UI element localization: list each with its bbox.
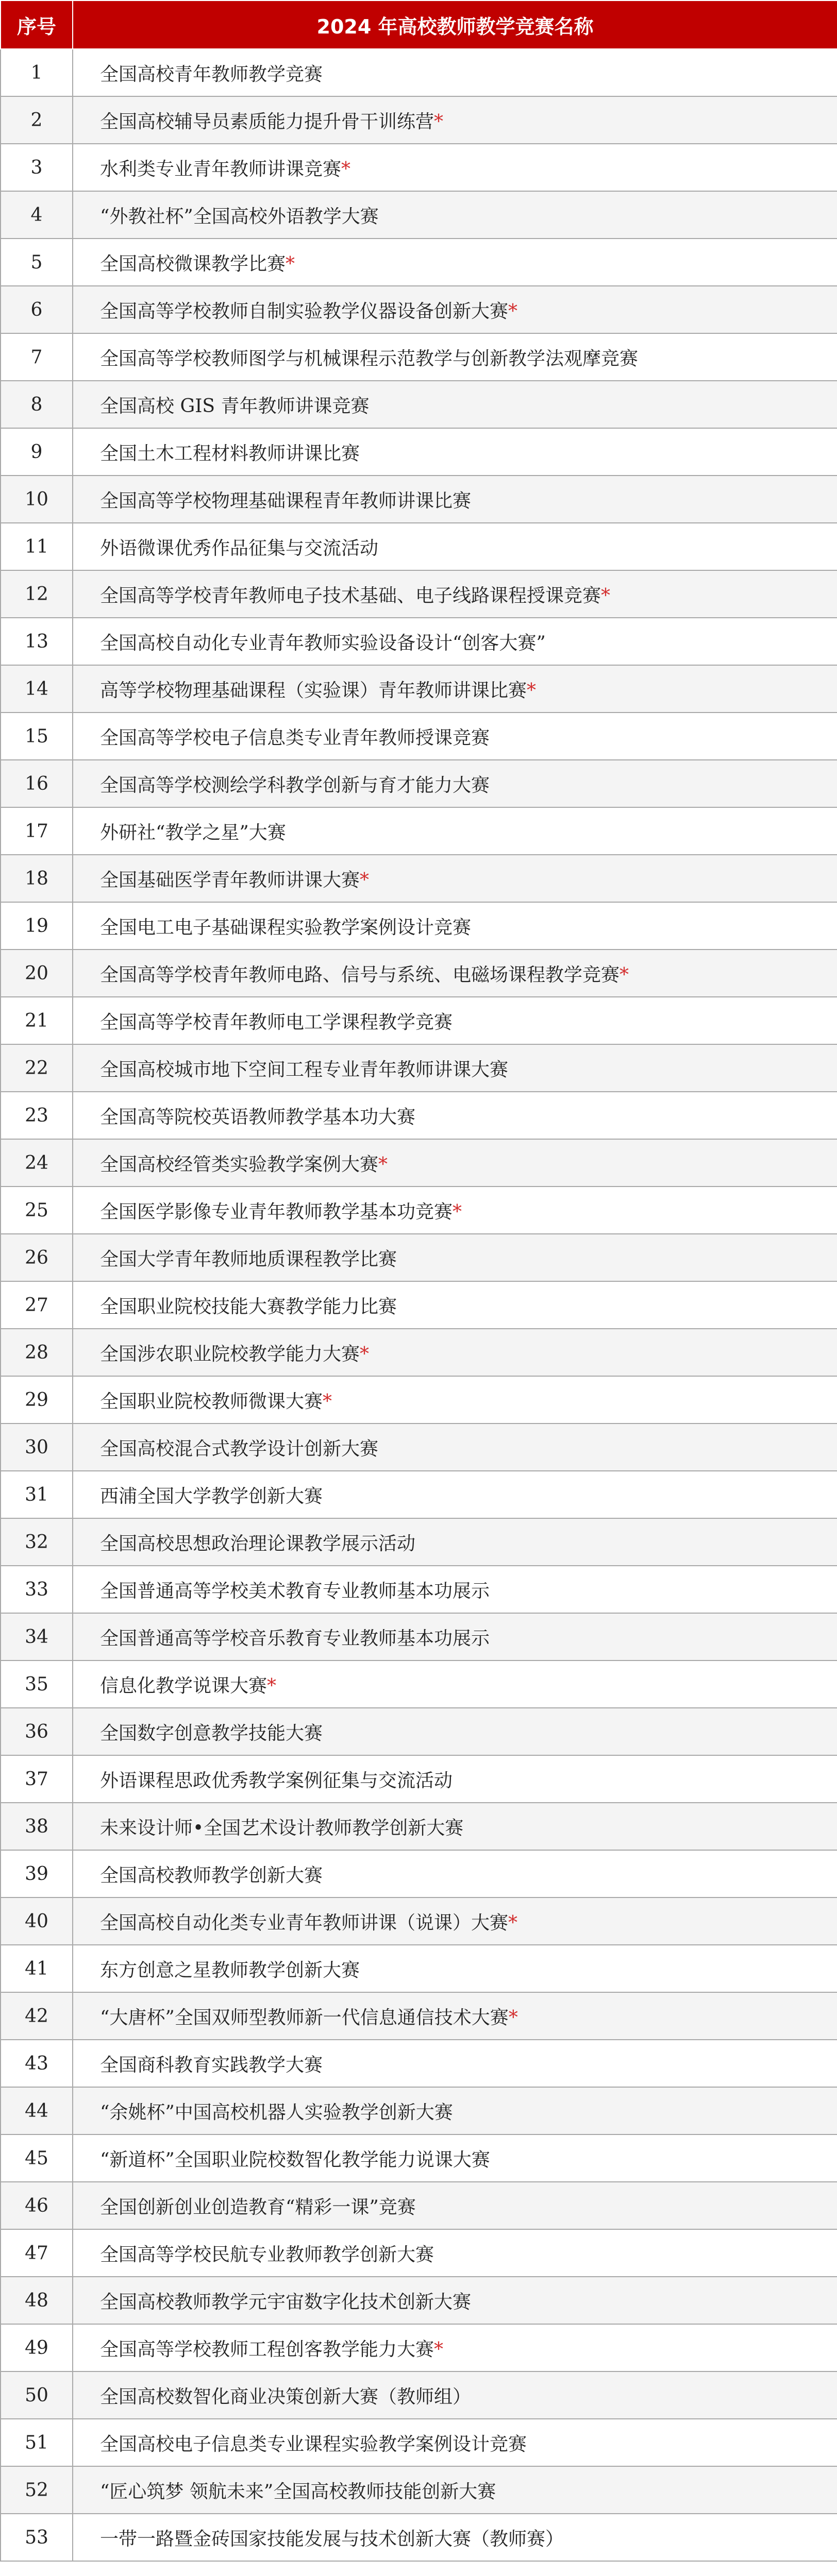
- not-held-2023-marker: *: [341, 158, 351, 180]
- competition-name-text: 全国高校微课教学比赛: [100, 253, 286, 275]
- not-held-2023-marker: *: [434, 111, 444, 132]
- row-number: 42: [1, 1992, 73, 2040]
- row-number: 32: [1, 1518, 73, 1566]
- row-competition-name: [73, 476, 837, 523]
- row-number: 46: [1, 2182, 73, 2229]
- table-row: [1, 807, 837, 855]
- competition-name-text: 全国高校辅导员素质能力提升骨干训练营: [100, 111, 434, 132]
- row-competition-name: [73, 1092, 837, 1139]
- row-number: 8: [1, 381, 73, 428]
- table-row: [1, 144, 837, 191]
- row-competition-name: [73, 286, 837, 333]
- table-row: [1, 191, 837, 239]
- competition-name-text: 全国高校自动化专业青年教师实验设备设计“创客大赛”: [100, 632, 546, 654]
- row-number: 16: [1, 760, 73, 807]
- row-competition-name: [73, 1471, 837, 1518]
- table-row: [1, 1518, 837, 1566]
- table-row: [1, 1187, 837, 1234]
- row-competition-name: [73, 1044, 837, 1092]
- competition-name-text: 全国高等学校电子信息类专业青年教师授课竞赛: [100, 727, 490, 749]
- table-row: [1, 1566, 837, 1613]
- row-number: 43: [1, 2040, 73, 2087]
- row-competition-name: [73, 1234, 837, 1281]
- row-competition-name: [73, 1660, 837, 1708]
- row-competition-name: [73, 2371, 837, 2419]
- competition-name-text: 全国高校教师教学元宇宙数字化技术创新大赛: [100, 2291, 472, 2313]
- row-number: 39: [1, 1850, 73, 1897]
- competition-name-text: 信息化教学说课大赛: [100, 1675, 267, 1697]
- row-competition-name: [73, 570, 837, 618]
- table-row: [1, 2514, 837, 2561]
- not-held-2023-marker: *: [620, 964, 629, 986]
- row-competition-name: [73, 807, 837, 855]
- table-row: [1, 1755, 837, 1803]
- table-row: [1, 997, 837, 1044]
- row-number: 9: [1, 428, 73, 476]
- competition-name-text: 全国高校自动化类专业青年教师讲课（说课）大赛: [100, 1912, 509, 1934]
- table-row: [1, 1044, 837, 1092]
- not-held-2023-marker: *: [527, 680, 537, 701]
- competition-name-text: 东方创意之星教师教学创新大赛: [100, 1959, 360, 1981]
- competition-name-text: 全国高校 GIS 青年教师讲课竞赛: [100, 395, 370, 417]
- row-competition-name: [73, 1897, 837, 1945]
- table-row: [1, 2466, 837, 2514]
- row-number: 28: [1, 1329, 73, 1376]
- table-row: [1, 2371, 837, 2419]
- row-number: 25: [1, 1187, 73, 1234]
- row-number: 2: [1, 96, 73, 144]
- competition-name-text: 全国医学影像专业青年教师教学基本功竞赛: [100, 1201, 453, 1223]
- table-row: [1, 2229, 837, 2277]
- competition-name-text: 全国大学青年教师地质课程教学比赛: [100, 1248, 397, 1270]
- row-number: 5: [1, 239, 73, 286]
- row-competition-name: [73, 1566, 837, 1613]
- row-competition-name: [73, 2182, 837, 2229]
- not-held-2023-marker: *: [508, 1912, 518, 1934]
- table-header-row: [1, 1, 837, 49]
- row-competition-name: [73, 2324, 837, 2371]
- table-row: [1, 1139, 837, 1187]
- row-number: 26: [1, 1234, 73, 1281]
- table-row: [1, 523, 837, 570]
- row-competition-name: [73, 144, 837, 191]
- row-competition-name: [73, 2229, 837, 2277]
- row-number: 27: [1, 1281, 73, 1329]
- row-competition-name: [73, 665, 837, 713]
- competition-name-text: “余姚杯”中国高校机器人实验教学创新大赛: [100, 2102, 453, 2123]
- row-number: 37: [1, 1755, 73, 1803]
- row-competition-name: [73, 191, 837, 239]
- table-row: [1, 1092, 837, 1139]
- row-number: 53: [1, 2514, 73, 2561]
- competition-name-text: 全国高等院校英语教师教学基本功大赛: [100, 1106, 416, 1128]
- competition-name-text: 未来设计师•全国艺术设计教师教学创新大赛: [100, 1817, 464, 1839]
- competition-name-text: “大唐杯”全国双师型教师新一代信息通信技术大赛: [100, 2007, 509, 2028]
- table-row: [1, 570, 837, 618]
- table-row: [1, 760, 837, 807]
- row-number: 48: [1, 2277, 73, 2324]
- row-competition-name: [73, 2514, 837, 2561]
- row-number: 14: [1, 665, 73, 713]
- row-number: 52: [1, 2466, 73, 2514]
- table-row: [1, 381, 837, 428]
- competition-name-text: 一带一路暨金砖国家技能发展与技术创新大赛（教师赛）: [100, 2528, 564, 2550]
- row-competition-name: [73, 1708, 837, 1755]
- row-competition-name: [73, 902, 837, 950]
- competition-name-text: 外语课程思政优秀教学案例征集与交流活动: [100, 1770, 453, 1791]
- row-number: 15: [1, 713, 73, 760]
- row-competition-name: [73, 950, 837, 997]
- row-competition-name: [73, 1423, 837, 1471]
- table-row: [1, 1897, 837, 1945]
- not-held-2023-marker: *: [360, 869, 370, 891]
- table-row: [1, 1945, 837, 1992]
- row-competition-name: [73, 381, 837, 428]
- not-held-2023-marker: *: [323, 1391, 332, 1412]
- row-competition-name: [73, 855, 837, 902]
- table-row: [1, 902, 837, 950]
- competition-name-text: 全国高校城市地下空间工程专业青年教师讲课大赛: [100, 1059, 509, 1080]
- row-competition-name: [73, 1613, 837, 1660]
- row-competition-name: [73, 760, 837, 807]
- row-number: 18: [1, 855, 73, 902]
- row-competition-name: [73, 618, 837, 665]
- competition-name-text: 全国普通高等学校音乐教育专业教师基本功展示: [100, 1628, 490, 1649]
- table-row: [1, 2087, 837, 2134]
- row-number: 21: [1, 997, 73, 1044]
- table-row: [1, 1850, 837, 1897]
- row-number: 11: [1, 523, 73, 570]
- competition-name-text: 全国普通高等学校美术教育专业教师基本功展示: [100, 1580, 490, 1602]
- row-competition-name: [73, 523, 837, 570]
- table-row: [1, 2419, 837, 2466]
- competition-name-text: “新道杯”全国职业院校数智化教学能力说课大赛: [100, 2149, 490, 2171]
- competition-name-text: 全国高等学校青年教师电路、信号与系统、电磁场课程教学竞赛: [100, 964, 620, 986]
- row-number: 44: [1, 2087, 73, 2134]
- competition-name-text: “匠心筑梦 领航未来”全国高校教师技能创新大赛: [100, 2481, 496, 2502]
- row-number: 41: [1, 1945, 73, 1992]
- row-competition-name: [73, 1803, 837, 1850]
- table-row: [1, 1613, 837, 1660]
- row-number: 51: [1, 2419, 73, 2466]
- competition-name-text: 全国高校思想政治理论课教学展示活动: [100, 1533, 416, 1554]
- row-competition-name: [73, 333, 837, 381]
- table-row: [1, 618, 837, 665]
- row-number: 20: [1, 950, 73, 997]
- row-competition-name: [73, 49, 837, 96]
- competition-name-text: 高等学校物理基础课程（实验课）青年教师讲课比赛: [100, 680, 527, 701]
- competition-name-text: 全国高校电子信息类专业课程实验教学案例设计竞赛: [100, 2433, 527, 2455]
- header-number: 序号: [1, 1, 73, 49]
- row-number: 22: [1, 1044, 73, 1092]
- competition-name-text: 外语微课优秀作品征集与交流活动: [100, 537, 379, 559]
- row-number: 35: [1, 1660, 73, 1708]
- table-row: [1, 1234, 837, 1281]
- competition-name-text: 全国高校教师教学创新大赛: [100, 1865, 323, 1886]
- row-number: 19: [1, 902, 73, 950]
- competition-name-text: “外教社杯”全国高校外语教学大赛: [100, 206, 379, 227]
- row-number: 49: [1, 2324, 73, 2371]
- row-competition-name: [73, 1187, 837, 1234]
- table-row: [1, 2134, 837, 2182]
- row-competition-name: [73, 1850, 837, 1897]
- row-number: 7: [1, 333, 73, 381]
- competition-name-text: 全国高等学校物理基础课程青年教师讲课比赛: [100, 490, 472, 512]
- row-number: 3: [1, 144, 73, 191]
- row-number: 31: [1, 1471, 73, 1518]
- row-competition-name: [73, 2466, 837, 2514]
- not-held-2023-marker: *: [286, 253, 295, 275]
- row-competition-name: [73, 1281, 837, 1329]
- row-number: 29: [1, 1376, 73, 1423]
- table-row: [1, 713, 837, 760]
- competition-name-text: 全国商科教育实践教学大赛: [100, 2054, 323, 2076]
- row-competition-name: [73, 1376, 837, 1423]
- competition-name-text: 全国职业院校教师微课大赛: [100, 1391, 323, 1412]
- not-held-2023-marker: *: [434, 2338, 444, 2360]
- row-number: 12: [1, 570, 73, 618]
- row-number: 45: [1, 2134, 73, 2182]
- competition-name-text: 水利类专业青年教师讲课竞赛: [100, 158, 342, 180]
- competition-name-text: 全国职业院校技能大赛教学能力比赛: [100, 1296, 397, 1317]
- row-number: 10: [1, 476, 73, 523]
- not-held-2023-marker: *: [453, 1201, 462, 1223]
- row-competition-name: [73, 1945, 837, 1992]
- table-row: [1, 1708, 837, 1755]
- row-number: 33: [1, 1566, 73, 1613]
- not-held-2023-marker: *: [508, 2007, 518, 2028]
- table-row: [1, 96, 837, 144]
- row-competition-name: [73, 997, 837, 1044]
- not-held-2023-marker: *: [360, 1343, 370, 1365]
- row-number: 36: [1, 1708, 73, 1755]
- row-number: 13: [1, 618, 73, 665]
- row-number: 17: [1, 807, 73, 855]
- row-number: 4: [1, 191, 73, 239]
- row-competition-name: [73, 1518, 837, 1566]
- row-competition-name: [73, 2134, 837, 2182]
- row-competition-name: [73, 2087, 837, 2134]
- table-body: [1, 49, 837, 2561]
- table-row: [1, 49, 837, 96]
- table-row: [1, 2040, 837, 2087]
- competition-name-text: 全国高等学校青年教师电子技术基础、电子线路课程授课竞赛: [100, 585, 601, 606]
- row-number: 30: [1, 1423, 73, 1471]
- row-number: 6: [1, 286, 73, 333]
- table-row: [1, 1471, 837, 1518]
- competition-name-text: 全国创新创业创造教育“精彩一课”竞赛: [100, 2196, 416, 2218]
- row-competition-name: [73, 1139, 837, 1187]
- competition-name-text: 全国高校青年教师教学竞赛: [100, 63, 323, 85]
- competition-name-text: 全国高等学校教师工程创客教学能力大赛: [100, 2338, 434, 2360]
- table-row: [1, 1803, 837, 1850]
- row-number: 1: [1, 49, 73, 96]
- competition-name-text: 全国高校经管类实验教学案例大赛: [100, 1154, 379, 1175]
- table-row: [1, 1281, 837, 1329]
- table-row: [1, 950, 837, 997]
- row-competition-name: [73, 96, 837, 144]
- competition-name-text: 全国基础医学青年教师讲课大赛: [100, 869, 360, 891]
- table-row: [1, 2324, 837, 2371]
- row-number: 47: [1, 2229, 73, 2277]
- competition-name-text: 全国电工电子基础课程实验教学案例设计竞赛: [100, 917, 472, 938]
- row-competition-name: [73, 1755, 837, 1803]
- table-row: [1, 1992, 837, 2040]
- competition-name-text: 全国高等学校教师图学与机械课程示范教学与创新教学法观摩竞赛: [100, 348, 639, 369]
- competition-name-text: 全国高等学校青年教师电工学课程教学竞赛: [100, 1011, 453, 1033]
- table-row: [1, 286, 837, 333]
- competition-name-text: 西浦全国大学教学创新大赛: [100, 1485, 323, 1507]
- not-held-2023-marker: *: [601, 585, 611, 606]
- competition-name-text: 全国涉农职业院校教学能力大赛: [100, 1343, 360, 1365]
- row-number: 23: [1, 1092, 73, 1139]
- table-row: [1, 2277, 837, 2324]
- row-number: 50: [1, 2371, 73, 2419]
- table-row: [1, 1329, 837, 1376]
- row-competition-name: [73, 239, 837, 286]
- row-competition-name: [73, 713, 837, 760]
- row-competition-name: [73, 2040, 837, 2087]
- table-row: [1, 665, 837, 713]
- table-row: [1, 239, 837, 286]
- not-held-2023-marker: *: [508, 300, 518, 322]
- row-number: 24: [1, 1139, 73, 1187]
- table-row: [1, 855, 837, 902]
- table-row: [1, 476, 837, 523]
- row-competition-name: [73, 2277, 837, 2324]
- row-competition-name: [73, 428, 837, 476]
- competition-name-text: 全国高等学校测绘学科教学创新与育才能力大赛: [100, 774, 490, 796]
- table-row: [1, 333, 837, 381]
- row-number: 40: [1, 1897, 73, 1945]
- row-number: 38: [1, 1803, 73, 1850]
- row-competition-name: [73, 2419, 837, 2466]
- table-row: [1, 1660, 837, 1708]
- not-held-2023-marker: *: [378, 1154, 388, 1175]
- not-held-2023-marker: *: [267, 1675, 277, 1697]
- table-row: [1, 1376, 837, 1423]
- row-competition-name: [73, 1992, 837, 2040]
- competition-name-text: 外研社“教学之星”大赛: [100, 822, 286, 843]
- table-row: [1, 1423, 837, 1471]
- table-row: [1, 2182, 837, 2229]
- row-competition-name: [73, 1329, 837, 1376]
- competition-name-text: 全国数字创意教学技能大赛: [100, 1722, 323, 1744]
- competition-name-text: 全国土木工程材料教师讲课比赛: [100, 443, 360, 464]
- header-competition-name: 2024 年高校教师教学竞赛名称: [73, 1, 837, 49]
- competition-name-text: 全国高等学校教师自制实验教学仪器设备创新大赛: [100, 300, 509, 322]
- competition-name-text: 全国高校数智化商业决策创新大赛（教师组）: [100, 2386, 472, 2408]
- competition-name-text: 全国高校混合式教学设计创新大赛: [100, 1438, 379, 1460]
- row-number: 34: [1, 1613, 73, 1660]
- table-row: [1, 428, 837, 476]
- competition-name-text: 全国高等学校民航专业教师教学创新大赛: [100, 2244, 434, 2265]
